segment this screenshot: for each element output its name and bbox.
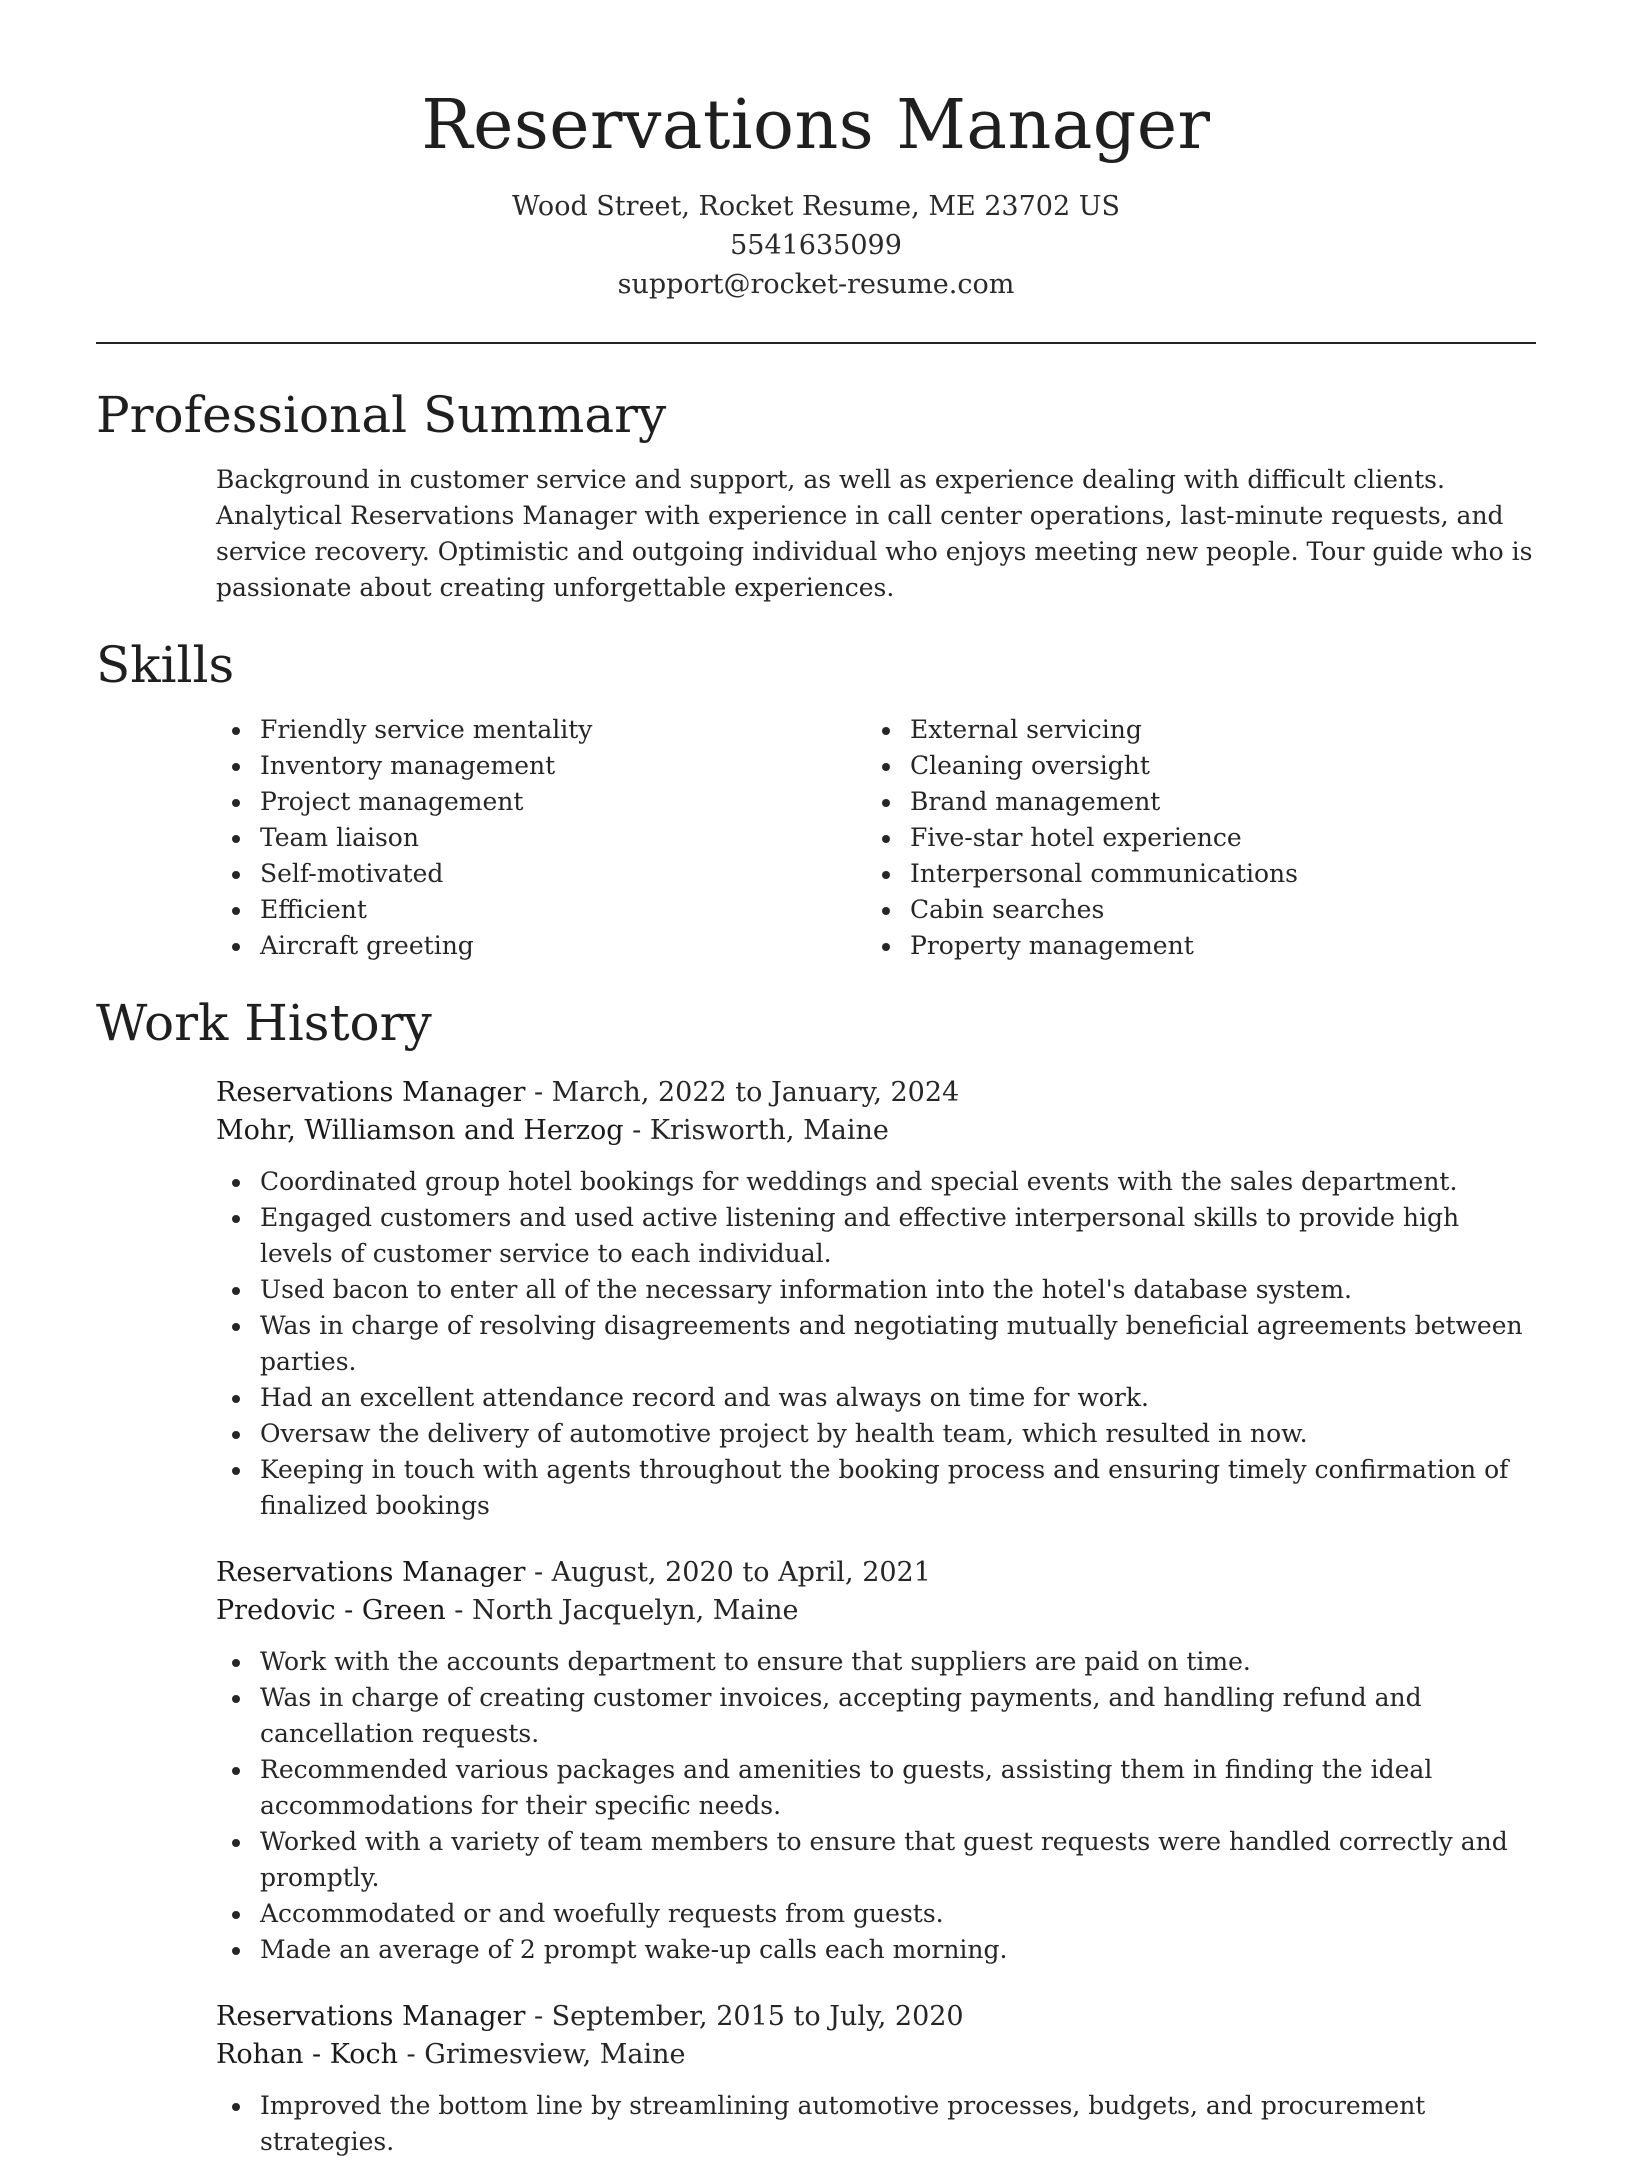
address: Wood Street, Rocket Resume, ME 23702 US bbox=[512, 191, 1120, 222]
job-location: - Grimesview, Maine bbox=[397, 2039, 686, 2070]
skill-item: Project management bbox=[216, 784, 866, 820]
job-company: Rohan - Koch bbox=[216, 2039, 398, 2070]
duty-item: Oversaw the delivery of automotive project by health team, which resulted in now. bbox=[216, 1416, 1536, 1452]
duty-item: Used bacon to enter all of the necessary information into the hotel's database system. bbox=[216, 1272, 1536, 1308]
job-title-line bbox=[216, 1074, 1536, 1112]
skill-item: Aircraft greeting bbox=[216, 928, 866, 964]
duty-item: Improved the bottom line by streamlining automotive processes, budgets, and procurement strategies. bbox=[216, 2088, 1536, 2160]
duty-item: Was in charge of creating customer invoices, accepting payments, and handling refund and cancellation requests. bbox=[216, 1680, 1536, 1752]
job-company: Mohr, Williamson and Herzog bbox=[216, 1115, 624, 1146]
duty-item: Coordinated group hotel bookings for weddings and special events with the sales department. bbox=[216, 1164, 1536, 1200]
duty-item: Recommended various packages and amenities to guests, assisting them in finding the ideal accommodations for their specific needs. bbox=[216, 1752, 1536, 1824]
skill-item: Five-star hotel experience bbox=[866, 820, 1516, 856]
job-role: Reservations Manager bbox=[216, 2001, 526, 2032]
job-dates: - August, 2020 to April, 2021 bbox=[525, 1557, 931, 1588]
duty-item: Made an average of 2 prompt wake-up calls each morning. bbox=[216, 1932, 1536, 1968]
job-company-line bbox=[216, 1112, 1536, 1150]
skill-item: Cabin searches bbox=[866, 892, 1516, 928]
skills-heading: Skills bbox=[96, 636, 235, 694]
duty-item: Work with the accounts department to ensure that suppliers are paid on time. bbox=[216, 1644, 1536, 1680]
job-title-line bbox=[216, 1998, 1536, 2036]
job-location: - Krisworth, Maine bbox=[623, 1115, 889, 1146]
skills-list bbox=[216, 712, 1536, 964]
skill-item: Efficient bbox=[216, 892, 866, 928]
skill-item: Team liaison bbox=[216, 820, 866, 856]
job-dates: - March, 2022 to January, 2024 bbox=[525, 1077, 960, 1108]
skill-item: Property management bbox=[866, 928, 1516, 964]
skill-item: Self-motivated bbox=[216, 856, 866, 892]
job-duties bbox=[216, 2088, 1536, 2160]
job-role: Reservations Manager bbox=[216, 1557, 526, 1588]
skill-item: Brand management bbox=[866, 784, 1516, 820]
summary-text: Background in customer service and support, as well as experience dealing with difficult clients. Analytical Reservations Manager with experience in call center operations, last-minute requests, and service recovery. Optimistic and outgoing individual who enjoys meeting new people. Tour guide who is passionate about creating unforgettable experiences. bbox=[216, 465, 1533, 602]
email-address: support@rocket-resume.com bbox=[617, 269, 1015, 300]
skill-item: Interpersonal communications bbox=[866, 856, 1516, 892]
contact-block bbox=[96, 187, 1536, 304]
summary-heading: Professional Summary bbox=[96, 386, 667, 444]
duty-item: Worked with a variety of team members to ensure that guest requests were handled correctly and promptly. bbox=[216, 1824, 1536, 1896]
job-title-line bbox=[216, 1554, 1536, 1592]
duty-item: Had an excellent attendance record and was always on time for work. bbox=[216, 1380, 1536, 1416]
duty-item: Engaged customers and used active listening and effective interpersonal skills to provide high levels of customer service to each individual. bbox=[216, 1200, 1536, 1272]
job-company-line bbox=[216, 1592, 1536, 1630]
work-history-heading: Work History bbox=[96, 994, 432, 1052]
job-entry bbox=[216, 1998, 1536, 2160]
duty-item: Keeping in touch with agents throughout the booking process and ensuring timely confirmation of finalized bookings bbox=[216, 1452, 1536, 1524]
skill-item: Friendly service mentality bbox=[216, 712, 866, 748]
job-duties bbox=[216, 1164, 1536, 1524]
skill-item: Cleaning oversight bbox=[866, 748, 1516, 784]
candidate-name: Reservations Manager bbox=[421, 86, 1211, 165]
skill-item: Inventory management bbox=[216, 748, 866, 784]
skills-column-left bbox=[216, 712, 866, 964]
job-entry bbox=[216, 1074, 1536, 1524]
job-location: - North Jacquelyn, Maine bbox=[445, 1595, 799, 1626]
job-company-line bbox=[216, 2036, 1536, 2074]
duty-item: Was in charge of resolving disagreements and negotiating mutually beneficial agreements between parties. bbox=[216, 1308, 1536, 1380]
job-entry bbox=[216, 1554, 1536, 1968]
job-dates: - September, 2015 to July, 2020 bbox=[525, 2001, 964, 2032]
job-duties bbox=[216, 1644, 1536, 1968]
duty-item: Accommodated or and woefully requests from guests. bbox=[216, 1896, 1536, 1932]
skill-item: External servicing bbox=[866, 712, 1516, 748]
resume-page bbox=[96, 0, 1536, 2160]
phone-number: 5541635099 bbox=[730, 230, 902, 261]
skills-column-right bbox=[866, 712, 1516, 964]
job-company: Predovic - Green bbox=[216, 1595, 446, 1626]
header-divider bbox=[96, 342, 1536, 344]
job-role: Reservations Manager bbox=[216, 1077, 526, 1108]
